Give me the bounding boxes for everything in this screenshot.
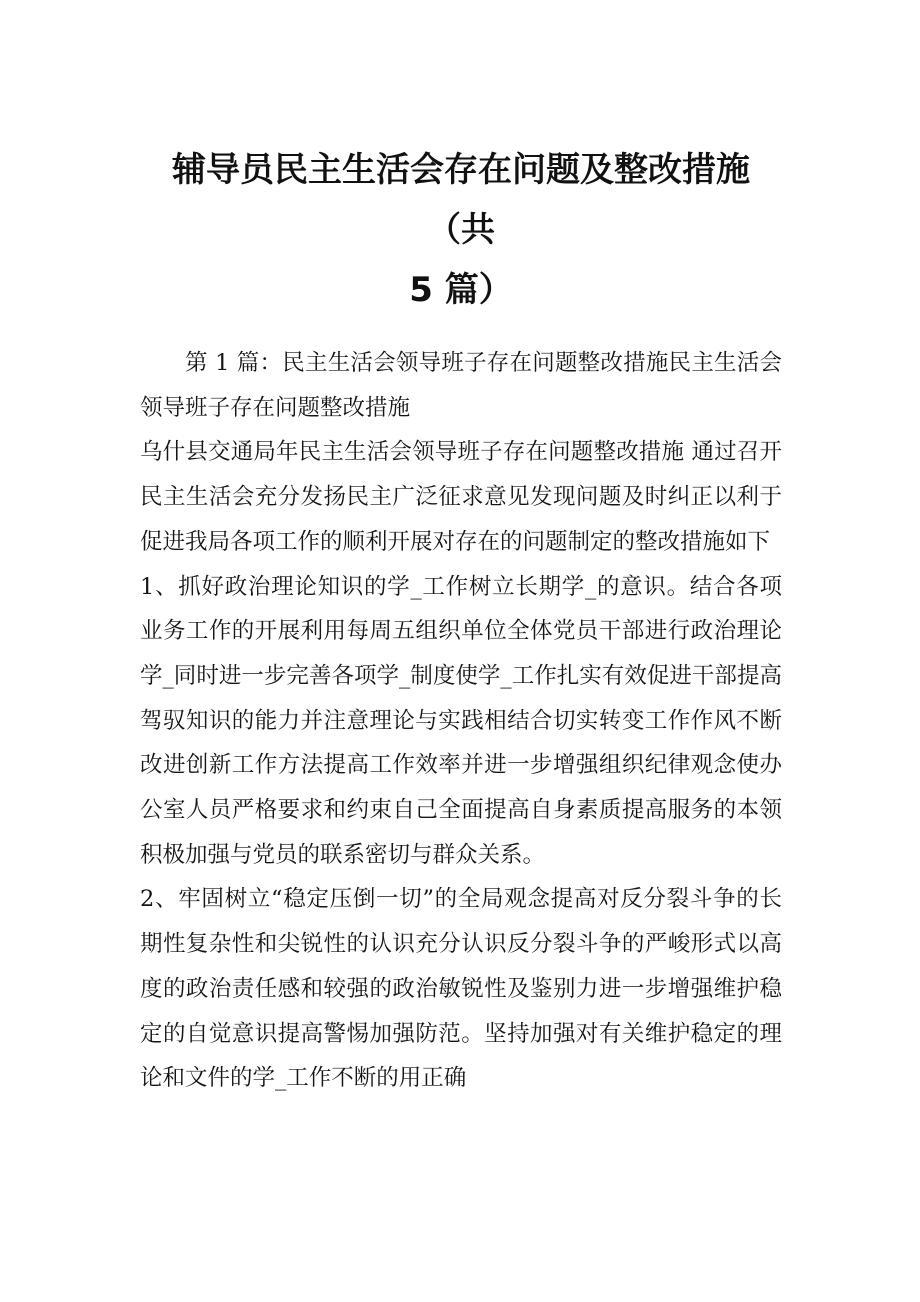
paragraph-item-2: 2、牢固树立“稳定压倒一切”的全局观念提高对反分裂斗争的长期性复杂性和尖锐性的认识充分认识反分裂斗争的严峻形式以高度的政治责任感和较强的政治敏锐性及鉴别力进一步增强维护稳定的自觉意识提高警惕加强防范。坚持加强对有关维护稳定的理论和文件的学_工作不断的用正确 — [140, 886, 782, 1092]
title-line-2: 5 篇） — [409, 270, 513, 310]
paragraph-intro: 乌什县交通局年民主生活会领导班子存在问题整改措施 通过召开民主生活会充分发扬民主广泛征求意见发现问题及时纠正以利于促进我局各项工作的顺利开展对存在的问题制定的整改措施如下 — [140, 439, 782, 555]
paragraph-chapter-heading: 第 1 篇：民主生活会领导班子存在问题整改措施民主生活会领导班子存在问题整改措施 — [140, 350, 782, 421]
title-line-1: 辅导员民主生活会存在问题及整改措施（共 — [172, 150, 750, 250]
paragraph-item-1: 1、抓好政治理论知识的学_工作树立长期学_的意识。结合各项业务工作的开展利用每周五组织单位全体党员干部进行政治理论学_同时进一步完善各项学_制度使学_工作扎实有效促进干部提高驾驭知识的能力并注意理论与实践相结合切实转变工作作风不断改进创新工作方法提高工作效率并进一步增强组织纪律观念使办公室人员严格要求和约束自己全面提高自身素质提高服务的本领积极加强与党员的联系密切与群众关系。 — [140, 573, 782, 868]
document-title — [140, 140, 782, 320]
document-body — [140, 341, 782, 1101]
